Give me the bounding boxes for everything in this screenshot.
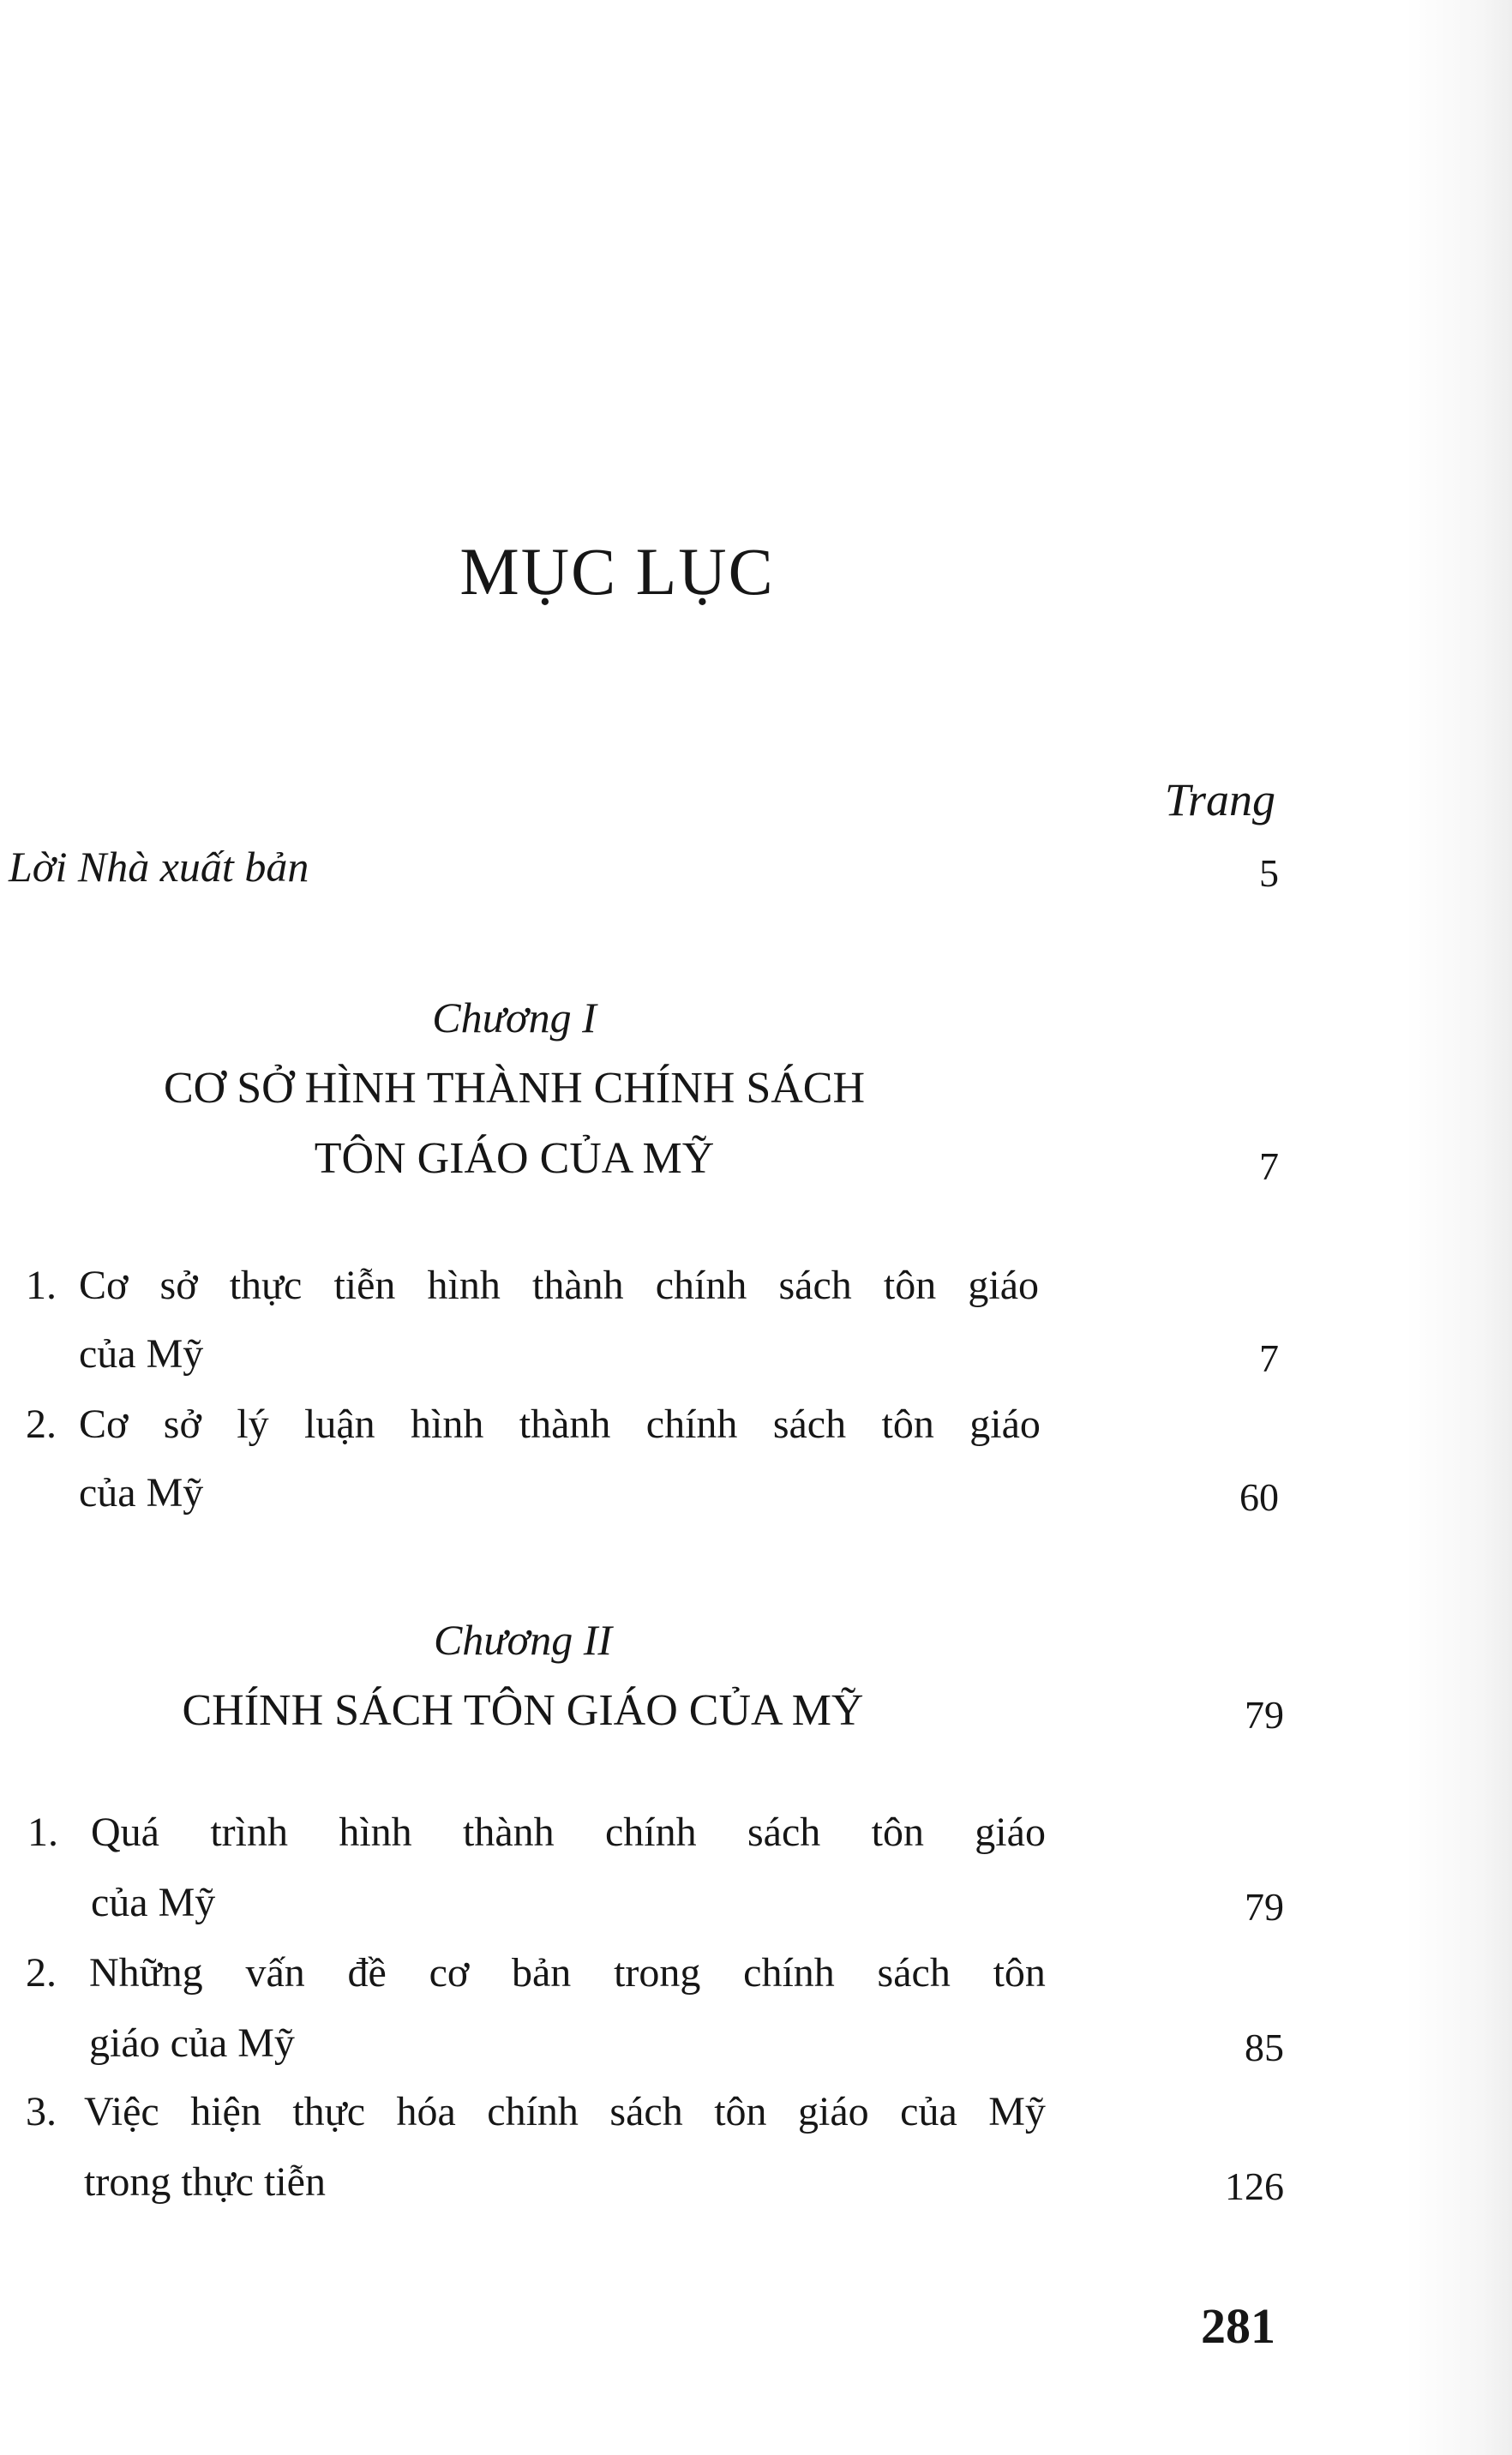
toc-word: Những (89, 1950, 203, 1996)
toc-word: tôn (881, 1402, 934, 1447)
chapter2-label: Chương II (433, 1616, 613, 1664)
toc-word: tôn (714, 2089, 767, 2134)
toc-item-continuation: trong thực tiễn (84, 2159, 326, 2205)
toc-word: tôn (871, 1810, 924, 1855)
toc-item-line (91, 1809, 1046, 1856)
chapter2-page: 79 (1245, 1693, 1284, 1737)
toc-word: sách (747, 1810, 821, 1855)
toc-word: đề (347, 1950, 387, 1996)
chapter1-title-line1: CƠ SỞ HÌNH THÀNH CHÍNH SÁCH (163, 1064, 866, 1113)
toc-word: hóa (396, 2089, 456, 2134)
chapter1-label: Chương I (432, 993, 597, 1041)
toc-item-page: 126 (1225, 2164, 1284, 2208)
toc-word: sở (159, 1263, 198, 1308)
toc-word: sở (163, 1402, 201, 1447)
toc-item-number: 2. (26, 1950, 57, 1996)
toc-word: Cơ (79, 1263, 129, 1308)
toc-item-page: 7 (1259, 1336, 1279, 1380)
chapter2-title: CHÍNH SÁCH TÔN GIÁO CỦA MỸ (182, 1686, 864, 1735)
toc-word: hiện (190, 2089, 261, 2134)
toc-word: Mỹ (988, 2089, 1046, 2134)
toc-word: chính (604, 1810, 697, 1855)
toc-item-number: 1. (27, 1810, 58, 1855)
page-title: MỤC LỤC (459, 534, 775, 609)
toc-item-line (79, 1401, 1041, 1448)
toc-word: sách (609, 2089, 683, 2134)
toc-word: hình (427, 1263, 501, 1308)
toc-word: sách (778, 1263, 852, 1308)
toc-item-page: 85 (1245, 2026, 1284, 2069)
toc-word: lý (237, 1402, 269, 1447)
toc-word: trong (614, 1950, 701, 1996)
toc-item-line (84, 2088, 1046, 2135)
toc-word: giáo (975, 1810, 1046, 1855)
toc-word: chính (743, 1950, 835, 1996)
toc-item-page: 60 (1239, 1475, 1279, 1519)
toc-item-line (79, 1262, 1039, 1309)
toc-word: của (900, 2089, 957, 2134)
toc-item-page: 79 (1245, 1885, 1284, 1929)
toc-item-line (89, 1949, 1046, 1996)
toc-word: cơ (429, 1950, 470, 1996)
toc-word: tiễn (333, 1263, 396, 1308)
chapter1-page: 7 (1259, 1144, 1279, 1188)
toc-word: thành (463, 1810, 555, 1855)
toc-word: thành (519, 1402, 611, 1447)
toc-word: hình (411, 1402, 484, 1447)
toc-word: sách (877, 1950, 951, 1996)
toc-intro-label: Lời Nhà xuất bản (9, 843, 309, 891)
toc-word: Cơ (79, 1402, 129, 1447)
toc-word: luận (303, 1402, 375, 1447)
toc-word: Quá (91, 1810, 159, 1855)
toc-word: giáo (968, 1263, 1039, 1308)
toc-word: tôn (883, 1263, 937, 1308)
toc-word: chính (645, 1402, 738, 1447)
toc-item-number: 2. (26, 1402, 57, 1447)
toc-word: vấn (245, 1950, 305, 1996)
toc-item-continuation: của Mỹ (79, 1470, 204, 1516)
toc-intro-page: 5 (1259, 851, 1279, 895)
toc-word: thực (292, 2089, 365, 2134)
chapter1-title-line2: TÔN GIÁO CỦA MỸ (314, 1134, 715, 1183)
toc-item-number: 1. (26, 1263, 57, 1308)
toc-word: bản (512, 1950, 572, 1996)
toc-item-continuation: của Mỹ (79, 1331, 204, 1377)
toc-word: trình (210, 1810, 288, 1855)
toc-word: thành (532, 1263, 624, 1308)
toc-word: giáo (798, 2089, 869, 2134)
toc-word: Việc (84, 2089, 159, 2134)
toc-word: hình (339, 1810, 412, 1855)
toc-item-continuation: giáo của Mỹ (89, 2020, 295, 2066)
toc-item-number: 3. (26, 2089, 57, 2134)
page-number-folio: 281 (1201, 2298, 1275, 2354)
toc-word: sách (772, 1402, 847, 1447)
toc-word: thực (229, 1263, 303, 1308)
toc-word: giáo (969, 1402, 1041, 1447)
toc-word: chính (487, 2089, 579, 2134)
toc-word: chính (655, 1263, 747, 1308)
toc-item-continuation: của Mỹ (91, 1880, 216, 1925)
page-column-label: Trang (1164, 774, 1275, 825)
toc-word: tôn (993, 1950, 1046, 1996)
